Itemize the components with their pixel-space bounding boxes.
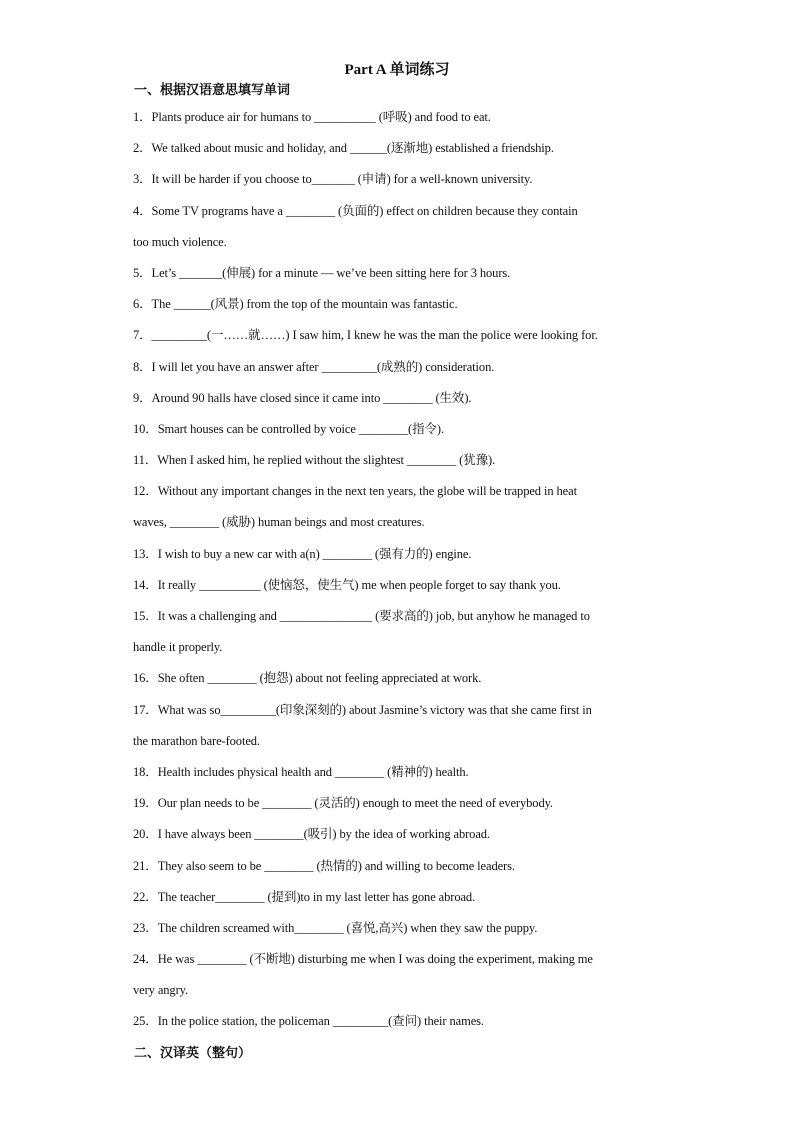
exercise-line: 18．Health includes physical health and ________ (精神的) health. [133,764,469,779]
exercise-line: handle it properly. [133,640,223,655]
exercise-line: too much violence. [133,234,227,249]
exercise-line: 8．I will let you have an answer after _________(成熟的) consideration. [133,359,495,374]
exercise-line: 11．When I asked him, he replied without the slightest ________ (犹豫). [133,453,496,468]
exercise-line: 12．Without any important changes in the next ten years, the globe will be trapped in heat [133,484,577,499]
exercise-line: 6．The ______(风景) from the top of the mountain was fantastic. [133,297,458,312]
exercise-line: waves, ________ (威胁) human beings and most creatures. [133,515,425,530]
exercise-line: 4．Some TV programs have a ________ (负面的) effect on children because they contain [133,203,578,218]
exercise-line: 21．They also seem to be ________ (热情的) and willing to become leaders. [133,858,515,873]
exercise-line: 20．I have always been ________(吸引) by the idea of working abroad. [133,827,490,842]
section-heading-translation: 二、汉译英（整句） [134,1046,252,1061]
exercise-line: the marathon bare-footed. [133,733,260,748]
exercise-list [133,106,673,1042]
exercise-line: 23．The children screamed with________ (喜悦,高兴) when they saw the puppy. [133,920,538,935]
exercise-line: 17．What was so_________(印象深刻的) about Jasmine’s victory was that she came first in [133,702,592,717]
exercise-line: 3．It will be harder if you choose to_______ (申请) for a well-known university. [133,172,533,187]
exercise-line: 25．In the police station, the policeman _________(查问) their names. [133,1014,484,1029]
section-heading-fill-in: 一、根据汉语意思填写单词 [134,83,291,98]
exercise-line: very angry. [133,983,189,998]
exercise-line: 10．Smart houses can be controlled by voice ________(指令). [133,421,445,436]
exercise-line: 24．He was ________ (不断地) disturbing me when I was doing the experiment, making me [133,952,593,967]
exercise-line: 15．It was a challenging and _______________ (要求高的) job, but anyhow he managed to [133,609,590,623]
page-title: Part A 单词练习 [344,62,450,78]
exercise-line: 2．We talked about music and holiday, and ______(逐渐地) established a friendship. [133,141,554,156]
exercise-line: 16．She often ________ (抱怨) about not feeling appreciated at work. [133,671,482,686]
exercise-line: 5．Let’s _______(伸展) for a minute — we’ve been sitting here for 3 hours. [133,265,511,280]
exercise-line: 7．_________(一……就……) I saw him, I knew he was the man the police were looking for. [133,328,598,343]
exercise-line: 9．Around 90 halls have closed since it came into ________ (生效). [133,390,472,405]
exercise-line: 19．Our plan needs to be ________ (灵活的) enough to meet the need of everybody. [133,796,553,811]
exercise-line: 14．It really __________ (使恼怒，使生气) me when people forget to say thank you. [133,577,561,592]
exercise-line: 1．Plants produce air for humans to __________ (呼吸) and food to eat. [133,110,491,124]
exercise-line: 22．The teacher________ (提到)to in my last letter has gone abroad. [133,889,476,904]
exercise-line: 13．I wish to buy a new car with a(n) ________ (强有力的) engine. [133,546,472,561]
